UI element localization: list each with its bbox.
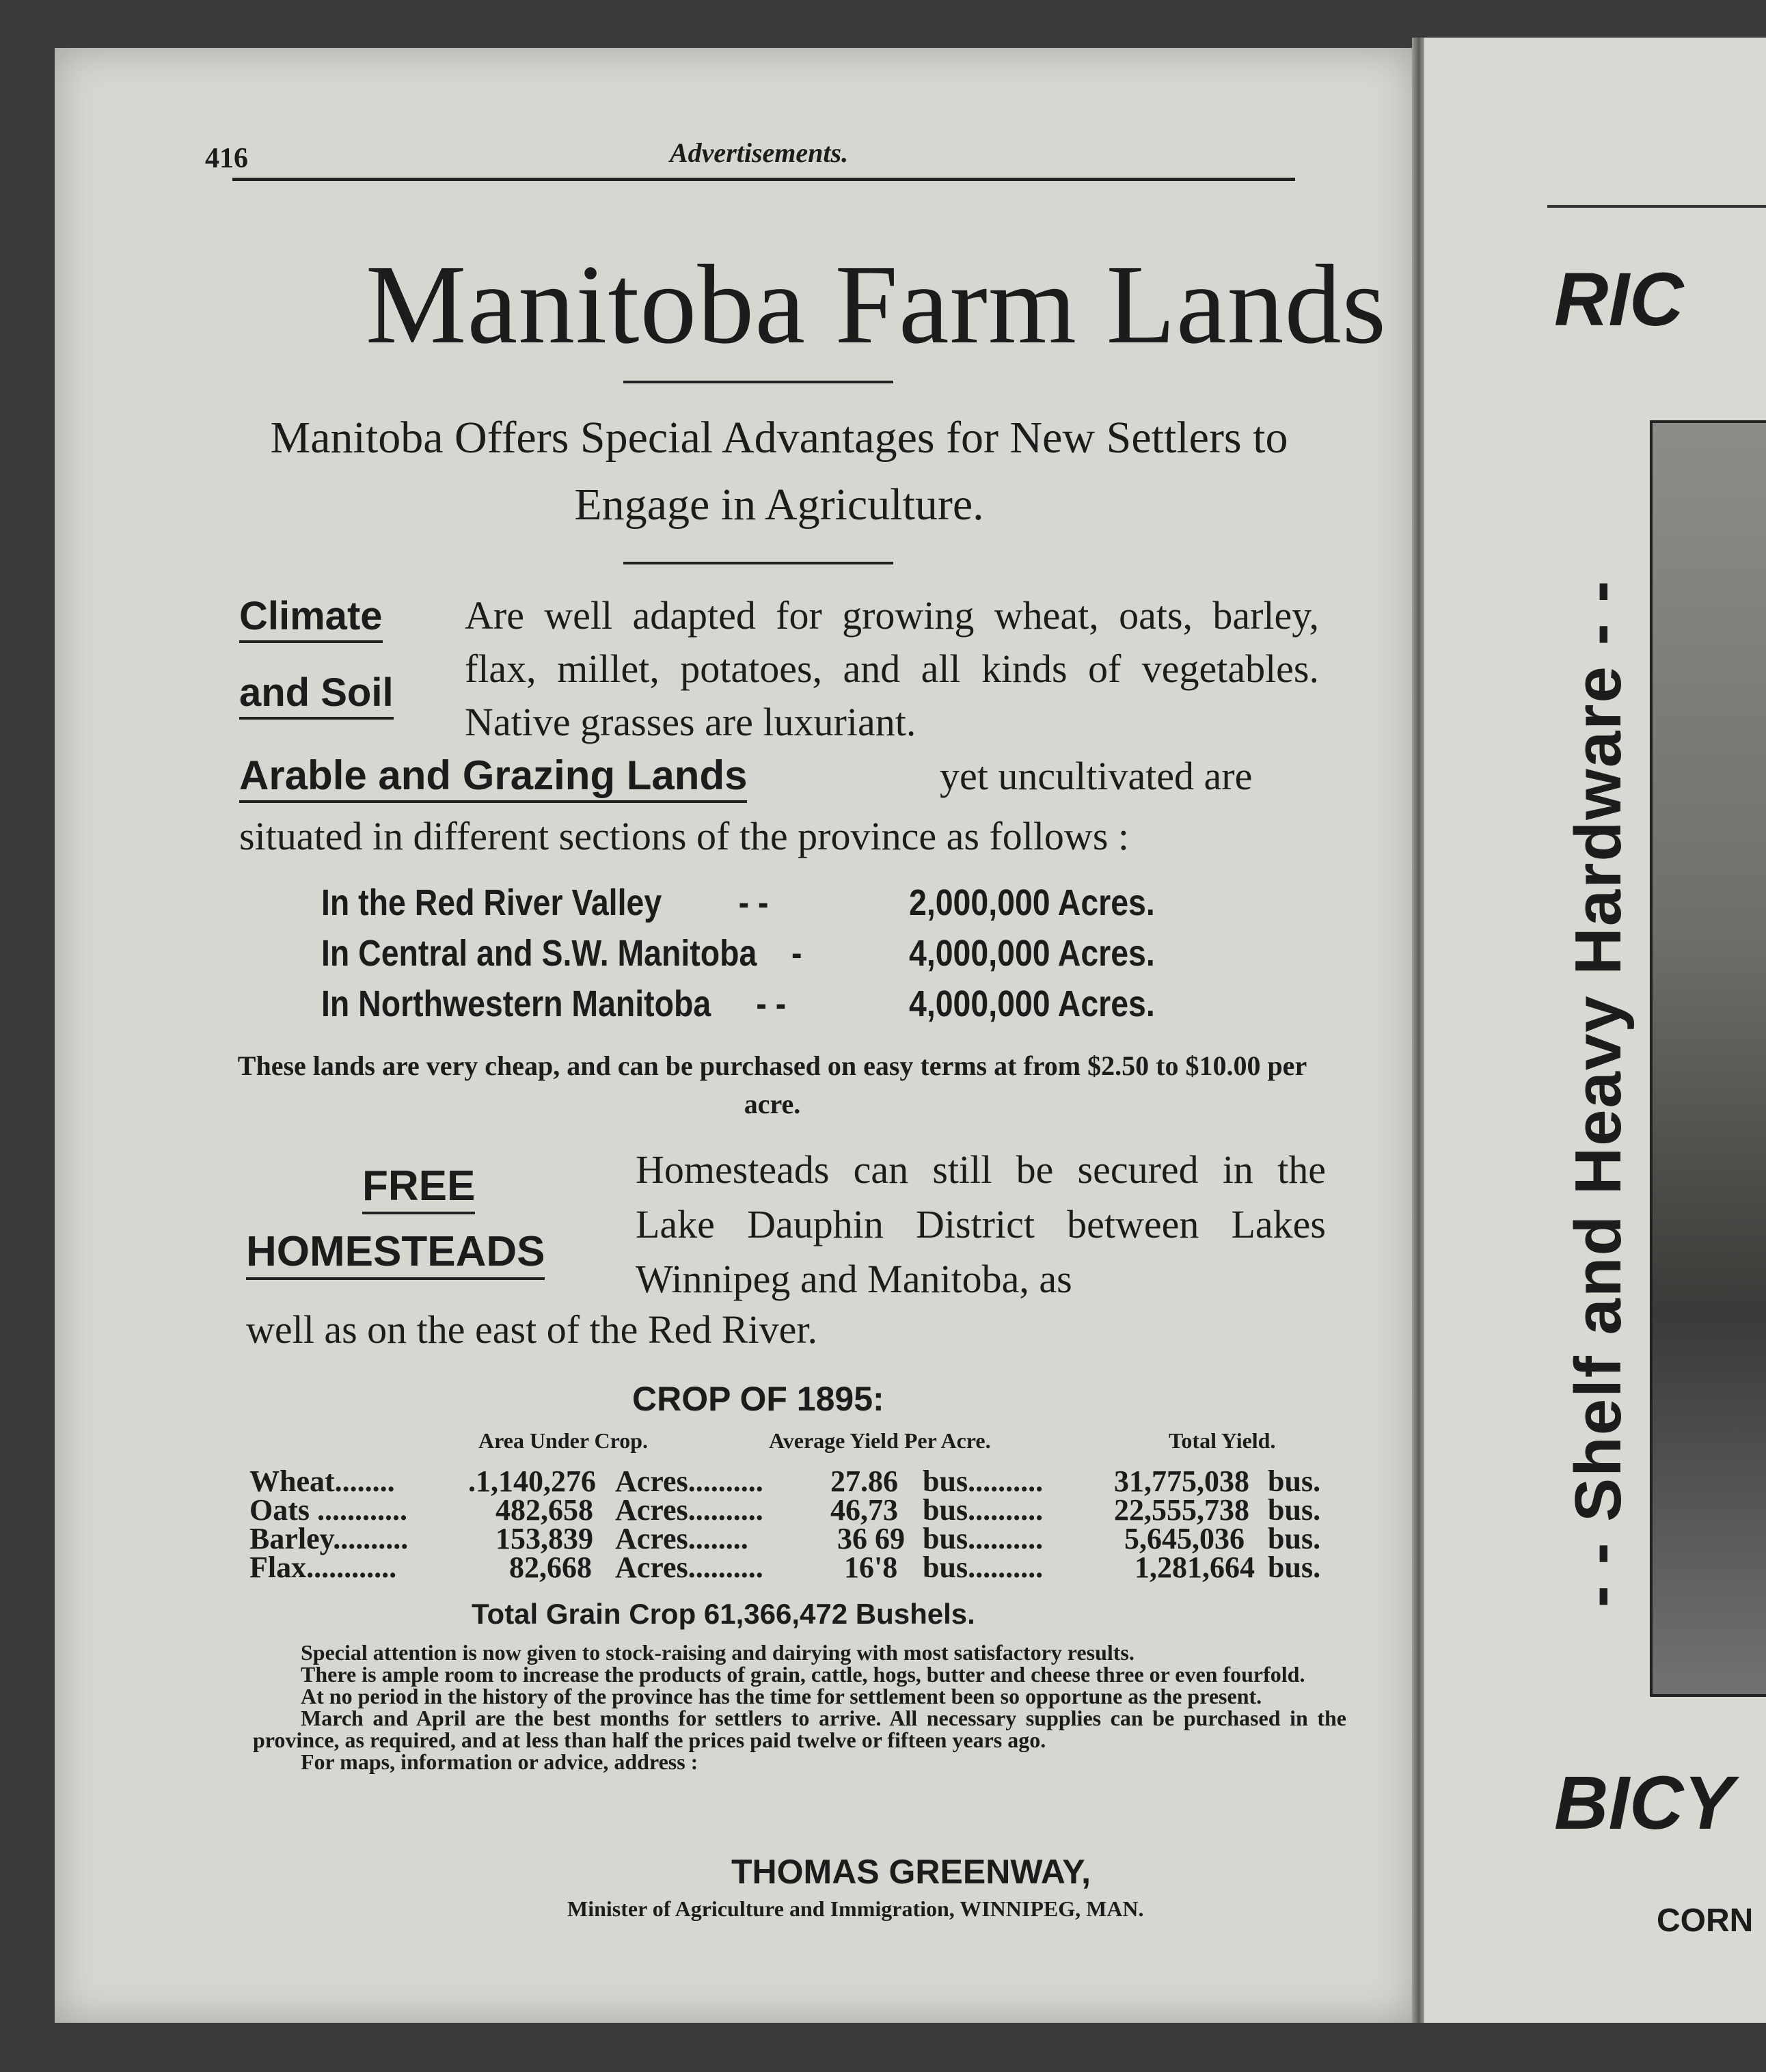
- crop-title: CROP OF 1895:: [632, 1380, 884, 1418]
- climate-text: Are well adapted for growing wheat, oats, barley, flax, millet, potatoes, and all kinds of vegetables. Native grasses are luxuriant.: [465, 593, 1319, 744]
- note-paragraph: There is ample room to increase the products of grain, cattle, hogs, butter and cheese three or even fourfold.: [301, 1662, 1305, 1687]
- crop-area: 82,668: [509, 1551, 592, 1584]
- crop-total-unit: bus.: [1268, 1493, 1321, 1527]
- homesteads-text: Homesteads can still be secured in the Lake Dauphin District between Lakes Winnipeg and Manitoba, as: [636, 1147, 1326, 1301]
- crop-yield: 36 69: [837, 1522, 905, 1555]
- crop-total: 5,645,036: [1124, 1522, 1245, 1555]
- crop-yield-unit: bus..........: [923, 1551, 1044, 1584]
- crop-yield-unit: bus..........: [923, 1493, 1044, 1527]
- crop-yield: 46,73: [830, 1493, 898, 1527]
- crop-total-unit: bus.: [1268, 1464, 1321, 1498]
- free-label: FREE: [362, 1162, 475, 1214]
- crop-area-unit: Acres..........: [615, 1464, 763, 1498]
- crop-area-unit: Acres..........: [615, 1493, 763, 1527]
- crop-name: Wheat........: [249, 1464, 395, 1498]
- soil-label: and Soil: [239, 670, 394, 720]
- crop-area-unit: Acres..........: [615, 1551, 763, 1584]
- crop-yield: 16'8: [844, 1551, 898, 1584]
- column-header-total: Total Yield.: [1169, 1428, 1276, 1453]
- crop-name: Flax............: [249, 1551, 397, 1584]
- crop-area-unit: Acres........: [615, 1522, 748, 1555]
- signer-name: THOMAS GREENWAY,: [731, 1853, 1091, 1891]
- acreage-dashes: -: [791, 933, 802, 974]
- acreage-list: [321, 882, 1312, 1033]
- terms-text: These lands are very cheap, and can be purchased on easy terms at from $2.50 to $10.00 per acre.: [237, 1050, 1307, 1119]
- acreage-row: [321, 882, 1173, 932]
- right-page-rule: [1547, 205, 1766, 208]
- acreage-dashes: - -: [756, 983, 787, 1024]
- page-number: 416: [205, 143, 248, 174]
- note-paragraph: At no period in the history of the province has the time for settlement been so opportune as the present.: [301, 1684, 1262, 1708]
- crop-yield-unit: bus..........: [923, 1464, 1044, 1498]
- notes-block: [253, 1641, 1346, 1773]
- crop-total: 31,775,038: [1114, 1464, 1249, 1498]
- ad-subtitle: Manitoba Offers Special Advantages for New Settlers to Engage in Agriculture.: [270, 413, 1288, 530]
- crop-total: 22,555,738: [1114, 1493, 1249, 1527]
- vertical-banner-text: - - Shelf and Heavy Hardware - -: [1562, 579, 1635, 1608]
- crop-total: 1,281,664: [1135, 1551, 1255, 1584]
- acreage-region: In Northwestern Manitoba: [321, 983, 711, 1024]
- homesteads-text-tail: well as on the east of the Red River.: [246, 1307, 817, 1352]
- crop-yield-unit: bus..........: [923, 1522, 1044, 1555]
- arable-label: Arable and Grazing Lands: [239, 752, 747, 803]
- header-rule: [232, 178, 1295, 181]
- crop-area: 153,839: [495, 1522, 593, 1555]
- ad-title: Manitoba Farm Lands: [365, 241, 1387, 367]
- crop-name: Barley..........: [249, 1522, 409, 1555]
- arable-text-line2: situated in different sections of the province as follows :: [239, 814, 1129, 858]
- right-page: [1424, 38, 1766, 2023]
- vertical-banner: [1558, 434, 1640, 1753]
- note-paragraph: Special attention is now given to stock-raising and dairying with most satisfactory results.: [301, 1640, 1135, 1665]
- acreage-amount: 4,000,000 Acres.: [909, 933, 1155, 974]
- subtitle-divider: [623, 562, 893, 564]
- title-divider: [623, 381, 893, 383]
- acreage-region: In the Red River Valley: [321, 882, 662, 923]
- total-crop: Total Grain Crop 61,366,472 Bushels.: [472, 1598, 975, 1630]
- climate-label: Climate: [239, 593, 383, 643]
- acreage-amount: 2,000,000 Acres.: [909, 882, 1155, 923]
- right-page-corner-text: CORN: [1657, 1903, 1754, 1939]
- right-page-heading: RIC: [1554, 258, 1684, 342]
- note-paragraph: March and April are the best months for settlers to arrive. All necessary supplies can be purchased in the province, as required, and at less than half the prices paid twelve or fifteen years ago.: [253, 1706, 1346, 1752]
- crop-area: .1,140,276: [468, 1464, 596, 1498]
- right-page-bottom-heading: BICY: [1554, 1761, 1734, 1845]
- running-head: Advertisements.: [670, 137, 849, 168]
- arable-text: yet uncultivated are: [940, 754, 1253, 798]
- signer-title: Minister of Agriculture and Immigration, WINNIPEG, MAN.: [567, 1896, 1144, 1921]
- crop-area: 482,658: [495, 1493, 593, 1527]
- column-header-yield: Average Yield Per Acre.: [769, 1428, 991, 1453]
- crop-yield: 27.86: [830, 1464, 898, 1498]
- column-header-area: Area Under Crop.: [478, 1428, 648, 1453]
- note-paragraph: For maps, information or advice, address :: [301, 1749, 698, 1774]
- acreage-row: [321, 983, 1173, 1033]
- acreage-region: In Central and S.W. Manitoba: [321, 933, 757, 974]
- crop-total-unit: bus.: [1268, 1522, 1321, 1555]
- acreage-dashes: - -: [738, 882, 769, 923]
- crop-name: Oats ............: [249, 1493, 407, 1527]
- acreage-row: [321, 932, 1173, 983]
- acreage-amount: 4,000,000 Acres.: [909, 983, 1155, 1024]
- crop-total-unit: bus.: [1268, 1551, 1321, 1584]
- homesteads-label: HOMESTEADS: [246, 1227, 545, 1280]
- building-photo: [1650, 420, 1766, 1697]
